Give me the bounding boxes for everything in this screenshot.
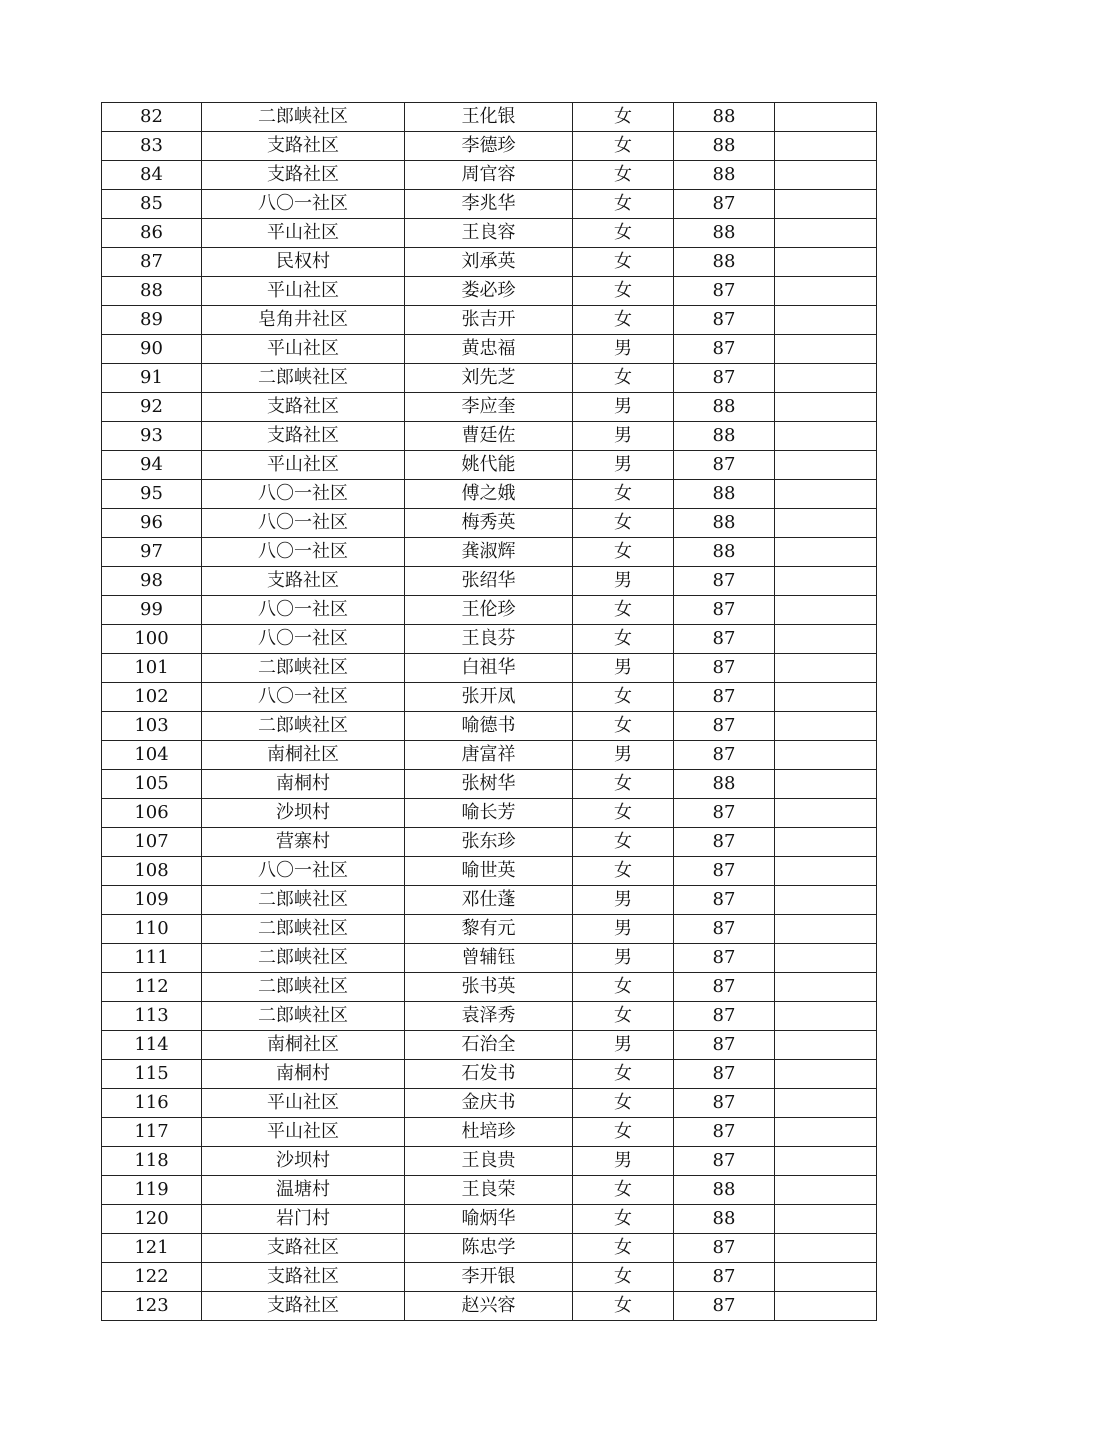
cell-name: 王良荣 (405, 1176, 573, 1205)
cell-age: 87 (674, 1002, 775, 1031)
cell-gender: 女 (573, 770, 674, 799)
cell-community: 营寨村 (202, 828, 405, 857)
table-row (102, 248, 877, 277)
cell-number: 112 (102, 973, 202, 1002)
cell-name: 王化银 (405, 103, 573, 132)
cell-gender: 女 (573, 1234, 674, 1263)
cell-number: 104 (102, 741, 202, 770)
cell-name: 袁泽秀 (405, 1002, 573, 1031)
table-row (102, 277, 877, 306)
cell-name: 唐富祥 (405, 741, 573, 770)
cell-name: 曹廷佐 (405, 422, 573, 451)
cell-name: 张书英 (405, 973, 573, 1002)
cell-number: 98 (102, 567, 202, 596)
table-row (102, 567, 877, 596)
cell-age: 87 (674, 654, 775, 683)
cell-number: 120 (102, 1205, 202, 1234)
cell-age: 87 (674, 857, 775, 886)
cell-community: 平山社区 (202, 1089, 405, 1118)
cell-community: 沙坝村 (202, 799, 405, 828)
cell-community: 皂角井社区 (202, 306, 405, 335)
cell-name: 杜培珍 (405, 1118, 573, 1147)
cell-remark (775, 1292, 877, 1321)
table-row (102, 1031, 877, 1060)
cell-number: 113 (102, 1002, 202, 1031)
cell-remark (775, 1176, 877, 1205)
cell-age: 87 (674, 1147, 775, 1176)
table-row (102, 857, 877, 886)
cell-age: 87 (674, 1031, 775, 1060)
cell-number: 109 (102, 886, 202, 915)
cell-community: 二郎峡社区 (202, 915, 405, 944)
cell-name: 石治全 (405, 1031, 573, 1060)
table-row (102, 509, 877, 538)
cell-age: 87 (674, 625, 775, 654)
cell-name: 喻世英 (405, 857, 573, 886)
table-row (102, 132, 877, 161)
cell-community: 支路社区 (202, 1234, 405, 1263)
cell-gender: 男 (573, 393, 674, 422)
cell-gender: 女 (573, 132, 674, 161)
cell-age: 87 (674, 886, 775, 915)
cell-name: 梅秀英 (405, 509, 573, 538)
cell-age: 87 (674, 1263, 775, 1292)
table-row (102, 1147, 877, 1176)
table-row (102, 683, 877, 712)
cell-age: 87 (674, 1089, 775, 1118)
cell-age: 88 (674, 161, 775, 190)
cell-number: 99 (102, 596, 202, 625)
cell-remark (775, 567, 877, 596)
cell-number: 114 (102, 1031, 202, 1060)
cell-community: 平山社区 (202, 277, 405, 306)
cell-age: 88 (674, 480, 775, 509)
cell-community: 南桐社区 (202, 741, 405, 770)
roster-table-body (102, 103, 877, 1321)
cell-age: 87 (674, 915, 775, 944)
cell-name: 刘先芝 (405, 364, 573, 393)
cell-age: 88 (674, 132, 775, 161)
cell-age: 87 (674, 973, 775, 1002)
cell-community: 支路社区 (202, 1263, 405, 1292)
cell-community: 二郎峡社区 (202, 103, 405, 132)
cell-name: 王良容 (405, 219, 573, 248)
table-row (102, 770, 877, 799)
cell-name: 刘承英 (405, 248, 573, 277)
cell-name: 张树华 (405, 770, 573, 799)
cell-remark (775, 480, 877, 509)
cell-gender: 女 (573, 1263, 674, 1292)
cell-community: 南桐村 (202, 770, 405, 799)
cell-number: 106 (102, 799, 202, 828)
cell-remark (775, 219, 877, 248)
table-row (102, 828, 877, 857)
cell-number: 119 (102, 1176, 202, 1205)
cell-number: 90 (102, 335, 202, 364)
cell-age: 87 (674, 451, 775, 480)
table-row (102, 219, 877, 248)
table-row (102, 480, 877, 509)
table-row (102, 306, 877, 335)
cell-age: 88 (674, 103, 775, 132)
cell-remark (775, 596, 877, 625)
cell-community: 南桐村 (202, 1060, 405, 1089)
cell-number: 91 (102, 364, 202, 393)
table-row (102, 915, 877, 944)
cell-gender: 女 (573, 857, 674, 886)
table-row (102, 1089, 877, 1118)
cell-number: 118 (102, 1147, 202, 1176)
cell-gender: 女 (573, 1176, 674, 1205)
cell-community: 二郎峡社区 (202, 712, 405, 741)
cell-number: 94 (102, 451, 202, 480)
cell-gender: 男 (573, 915, 674, 944)
cell-remark (775, 306, 877, 335)
cell-community: 二郎峡社区 (202, 364, 405, 393)
cell-remark (775, 1089, 877, 1118)
table-row (102, 741, 877, 770)
cell-gender: 男 (573, 567, 674, 596)
cell-gender: 男 (573, 654, 674, 683)
cell-community: 温塘村 (202, 1176, 405, 1205)
cell-gender: 男 (573, 1147, 674, 1176)
table-row (102, 393, 877, 422)
cell-community: 平山社区 (202, 451, 405, 480)
cell-community: 二郎峡社区 (202, 973, 405, 1002)
cell-age: 88 (674, 219, 775, 248)
cell-number: 110 (102, 915, 202, 944)
cell-community: 岩门村 (202, 1205, 405, 1234)
cell-number: 95 (102, 480, 202, 509)
cell-gender: 女 (573, 1089, 674, 1118)
cell-remark (775, 1234, 877, 1263)
cell-name: 喻长芳 (405, 799, 573, 828)
cell-age: 87 (674, 1234, 775, 1263)
cell-name: 白祖华 (405, 654, 573, 683)
cell-remark (775, 828, 877, 857)
cell-gender: 男 (573, 451, 674, 480)
table-row (102, 1176, 877, 1205)
cell-community: 八〇一社区 (202, 509, 405, 538)
cell-remark (775, 625, 877, 654)
table-row (102, 1118, 877, 1147)
cell-remark (775, 1060, 877, 1089)
cell-name: 李开银 (405, 1263, 573, 1292)
cell-gender: 女 (573, 1292, 674, 1321)
cell-community: 沙坝村 (202, 1147, 405, 1176)
cell-name: 李兆华 (405, 190, 573, 219)
cell-name: 周官容 (405, 161, 573, 190)
cell-number: 121 (102, 1234, 202, 1263)
cell-name: 龚淑辉 (405, 538, 573, 567)
cell-number: 102 (102, 683, 202, 712)
cell-gender: 女 (573, 538, 674, 567)
roster-table (101, 102, 877, 1321)
cell-remark (775, 886, 877, 915)
table-row (102, 1060, 877, 1089)
cell-gender: 男 (573, 1031, 674, 1060)
table-row (102, 625, 877, 654)
cell-gender: 女 (573, 190, 674, 219)
cell-gender: 女 (573, 161, 674, 190)
cell-number: 87 (102, 248, 202, 277)
cell-name: 李应奎 (405, 393, 573, 422)
cell-remark (775, 915, 877, 944)
cell-gender: 女 (573, 596, 674, 625)
cell-gender: 男 (573, 944, 674, 973)
cell-name: 喻德书 (405, 712, 573, 741)
cell-community: 支路社区 (202, 567, 405, 596)
cell-community: 八〇一社区 (202, 683, 405, 712)
table-row (102, 712, 877, 741)
cell-remark (775, 509, 877, 538)
cell-number: 116 (102, 1089, 202, 1118)
cell-gender: 女 (573, 828, 674, 857)
cell-number: 88 (102, 277, 202, 306)
cell-community: 八〇一社区 (202, 538, 405, 567)
cell-number: 111 (102, 944, 202, 973)
table-row (102, 596, 877, 625)
cell-age: 87 (674, 741, 775, 770)
cell-gender: 女 (573, 625, 674, 654)
cell-gender: 女 (573, 712, 674, 741)
cell-name: 张东珍 (405, 828, 573, 857)
cell-number: 100 (102, 625, 202, 654)
cell-name: 张绍华 (405, 567, 573, 596)
table-row (102, 1002, 877, 1031)
table-row (102, 364, 877, 393)
cell-remark (775, 103, 877, 132)
cell-remark (775, 770, 877, 799)
cell-age: 87 (674, 277, 775, 306)
cell-gender: 女 (573, 509, 674, 538)
cell-age: 87 (674, 683, 775, 712)
cell-community: 支路社区 (202, 132, 405, 161)
cell-age: 87 (674, 567, 775, 596)
cell-gender: 女 (573, 799, 674, 828)
cell-name: 石发书 (405, 1060, 573, 1089)
cell-community: 支路社区 (202, 1292, 405, 1321)
cell-age: 87 (674, 596, 775, 625)
cell-number: 107 (102, 828, 202, 857)
cell-remark (775, 741, 877, 770)
cell-remark (775, 712, 877, 741)
cell-community: 支路社区 (202, 393, 405, 422)
cell-name: 喻炳华 (405, 1205, 573, 1234)
cell-remark (775, 132, 877, 161)
cell-age: 88 (674, 393, 775, 422)
cell-age: 87 (674, 799, 775, 828)
cell-gender: 女 (573, 277, 674, 306)
cell-name: 姚代能 (405, 451, 573, 480)
cell-number: 82 (102, 103, 202, 132)
cell-remark (775, 335, 877, 364)
cell-community: 八〇一社区 (202, 190, 405, 219)
cell-number: 103 (102, 712, 202, 741)
cell-name: 张开凤 (405, 683, 573, 712)
cell-remark (775, 364, 877, 393)
table-row (102, 1292, 877, 1321)
table-row (102, 103, 877, 132)
cell-remark (775, 422, 877, 451)
cell-gender: 女 (573, 683, 674, 712)
table-row (102, 1263, 877, 1292)
cell-community: 八〇一社区 (202, 857, 405, 886)
cell-number: 84 (102, 161, 202, 190)
cell-remark (775, 1263, 877, 1292)
cell-age: 87 (674, 364, 775, 393)
cell-number: 108 (102, 857, 202, 886)
cell-age: 87 (674, 1292, 775, 1321)
cell-number: 92 (102, 393, 202, 422)
table-row (102, 886, 877, 915)
cell-name: 陈忠学 (405, 1234, 573, 1263)
cell-number: 93 (102, 422, 202, 451)
cell-remark (775, 683, 877, 712)
table-row (102, 335, 877, 364)
cell-age: 88 (674, 538, 775, 567)
cell-community: 八〇一社区 (202, 596, 405, 625)
cell-name: 李德珍 (405, 132, 573, 161)
cell-gender: 女 (573, 480, 674, 509)
cell-remark (775, 161, 877, 190)
cell-remark (775, 1031, 877, 1060)
cell-name: 金庆书 (405, 1089, 573, 1118)
cell-gender: 女 (573, 973, 674, 1002)
table-row (102, 422, 877, 451)
cell-number: 97 (102, 538, 202, 567)
cell-remark (775, 190, 877, 219)
cell-number: 101 (102, 654, 202, 683)
table-row (102, 1205, 877, 1234)
cell-community: 平山社区 (202, 335, 405, 364)
cell-remark (775, 277, 877, 306)
cell-community: 二郎峡社区 (202, 654, 405, 683)
cell-number: 85 (102, 190, 202, 219)
cell-community: 八〇一社区 (202, 625, 405, 654)
cell-remark (775, 1147, 877, 1176)
cell-name: 邓仕蓬 (405, 886, 573, 915)
cell-number: 86 (102, 219, 202, 248)
cell-number: 105 (102, 770, 202, 799)
cell-remark (775, 1118, 877, 1147)
table-row (102, 799, 877, 828)
cell-community: 平山社区 (202, 1118, 405, 1147)
cell-name: 赵兴容 (405, 1292, 573, 1321)
cell-remark (775, 538, 877, 567)
cell-number: 89 (102, 306, 202, 335)
cell-age: 87 (674, 1060, 775, 1089)
cell-age: 88 (674, 422, 775, 451)
table-row (102, 944, 877, 973)
cell-number: 117 (102, 1118, 202, 1147)
cell-gender: 男 (573, 422, 674, 451)
cell-age: 88 (674, 770, 775, 799)
cell-age: 87 (674, 306, 775, 335)
cell-gender: 女 (573, 1118, 674, 1147)
cell-community: 二郎峡社区 (202, 886, 405, 915)
cell-gender: 女 (573, 103, 674, 132)
cell-name: 王伦珍 (405, 596, 573, 625)
cell-age: 87 (674, 828, 775, 857)
cell-name: 王良贵 (405, 1147, 573, 1176)
cell-name: 傅之娥 (405, 480, 573, 509)
table-row (102, 1234, 877, 1263)
cell-name: 曾辅钰 (405, 944, 573, 973)
cell-age: 87 (674, 712, 775, 741)
cell-number: 122 (102, 1263, 202, 1292)
cell-number: 83 (102, 132, 202, 161)
cell-number: 123 (102, 1292, 202, 1321)
cell-remark (775, 944, 877, 973)
table-row (102, 973, 877, 1002)
cell-remark (775, 248, 877, 277)
cell-community: 南桐社区 (202, 1031, 405, 1060)
cell-remark (775, 451, 877, 480)
cell-gender: 女 (573, 1205, 674, 1234)
cell-remark (775, 393, 877, 422)
table-row (102, 161, 877, 190)
cell-name: 黎有元 (405, 915, 573, 944)
cell-number: 115 (102, 1060, 202, 1089)
cell-name: 娄必珍 (405, 277, 573, 306)
table-row (102, 190, 877, 219)
cell-gender: 女 (573, 219, 674, 248)
cell-name: 王良芬 (405, 625, 573, 654)
cell-remark (775, 1002, 877, 1031)
cell-name: 张吉开 (405, 306, 573, 335)
cell-remark (775, 654, 877, 683)
cell-gender: 女 (573, 248, 674, 277)
cell-age: 88 (674, 1176, 775, 1205)
cell-number: 96 (102, 509, 202, 538)
cell-gender: 男 (573, 886, 674, 915)
table-row (102, 538, 877, 567)
cell-gender: 女 (573, 1002, 674, 1031)
cell-name: 黄忠福 (405, 335, 573, 364)
cell-gender: 女 (573, 364, 674, 393)
cell-gender: 男 (573, 335, 674, 364)
cell-remark (775, 857, 877, 886)
cell-age: 87 (674, 335, 775, 364)
cell-community: 民权村 (202, 248, 405, 277)
cell-age: 87 (674, 1118, 775, 1147)
table-row (102, 654, 877, 683)
cell-remark (775, 973, 877, 1002)
cell-gender: 女 (573, 306, 674, 335)
table-row (102, 451, 877, 480)
cell-community: 支路社区 (202, 422, 405, 451)
cell-community: 二郎峡社区 (202, 944, 405, 973)
cell-gender: 女 (573, 1060, 674, 1089)
cell-age: 88 (674, 1205, 775, 1234)
cell-gender: 男 (573, 741, 674, 770)
cell-community: 平山社区 (202, 219, 405, 248)
cell-age: 88 (674, 248, 775, 277)
cell-age: 88 (674, 509, 775, 538)
cell-community: 支路社区 (202, 161, 405, 190)
cell-community: 二郎峡社区 (202, 1002, 405, 1031)
cell-age: 87 (674, 944, 775, 973)
cell-remark (775, 799, 877, 828)
cell-remark (775, 1205, 877, 1234)
cell-age: 87 (674, 190, 775, 219)
cell-community: 八〇一社区 (202, 480, 405, 509)
